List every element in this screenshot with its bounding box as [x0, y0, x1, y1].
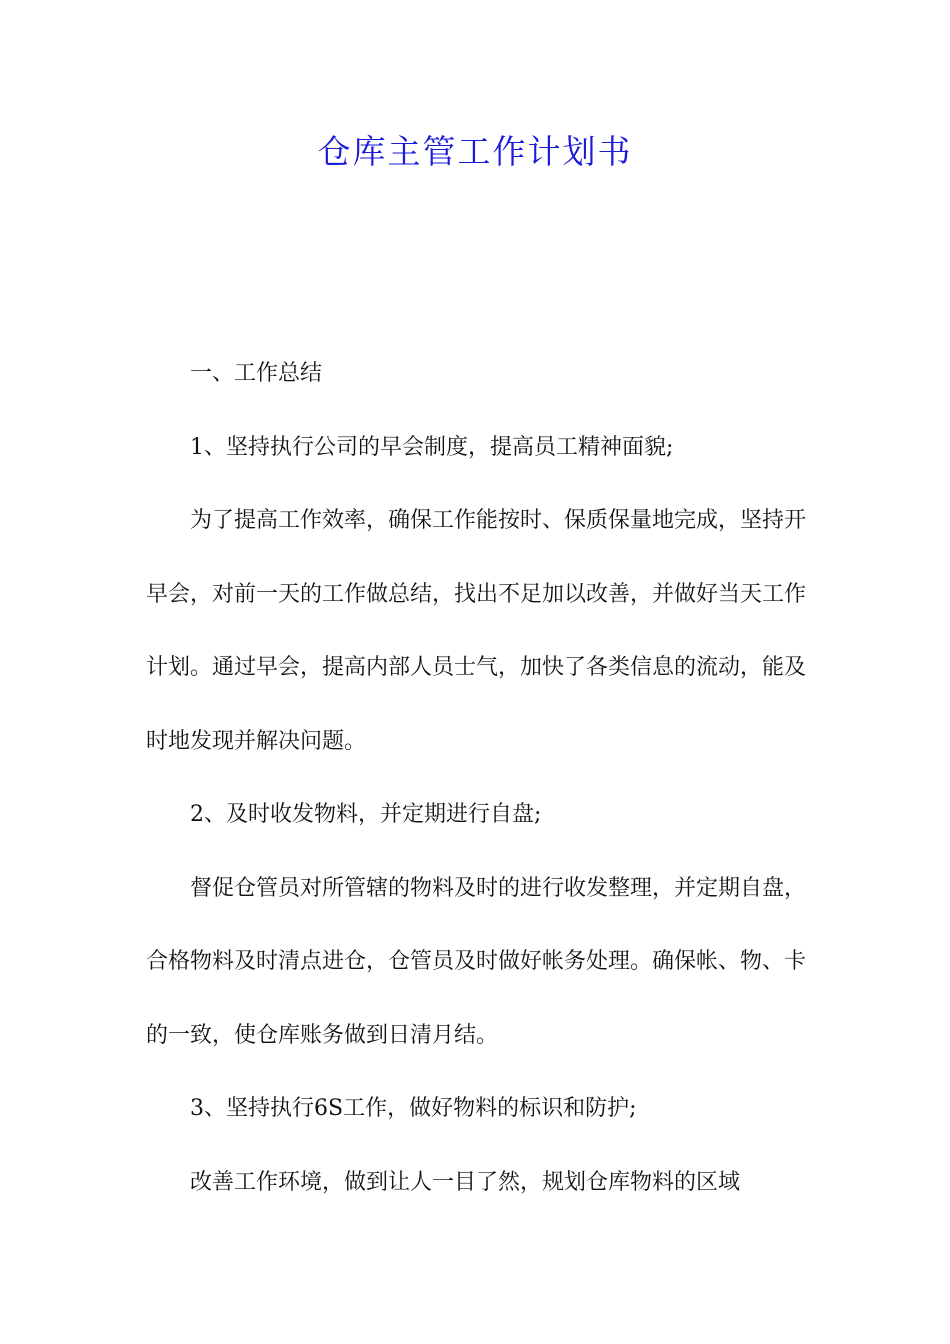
document-title: 仓库主管工作计划书: [317, 132, 633, 171]
item-heading-material-handling: 2、及时收发物料，并定期进行自盘;: [190, 802, 542, 827]
document-body: [146, 337, 806, 1219]
item-heading-6s: 3、坚持执行6S工作，做好物料的标识和防护;: [190, 1096, 637, 1121]
section-heading-work-summary: 一、工作总结: [190, 361, 323, 386]
paragraph-morning-meeting: 为了提高工作效率，确保工作能按时、保质保量地完成，坚持开早会，对前一天的工作做总结，找出不足加以改善，并做好当天工作计划。通过早会，提高内部人员士气，加快了各类信息的流动，能及时地发现并解决问题。: [146, 508, 807, 754]
paragraph-material-handling: 督促仓管员对所管辖的物料及时的进行收发整理，并定期自盘，合格物料及时清点进仓，仓管员及时做好帐务处理。确保帐、物、卡的一致，使仓库账务做到日清月结。: [146, 875, 807, 1048]
item-heading-morning-meeting: 1、坚持执行公司的早会制度，提高员工精神面貌;: [190, 434, 674, 460]
paragraph-6s: 改善工作环境，做到让人一目了然，规划仓库物料的区域: [190, 1169, 741, 1195]
